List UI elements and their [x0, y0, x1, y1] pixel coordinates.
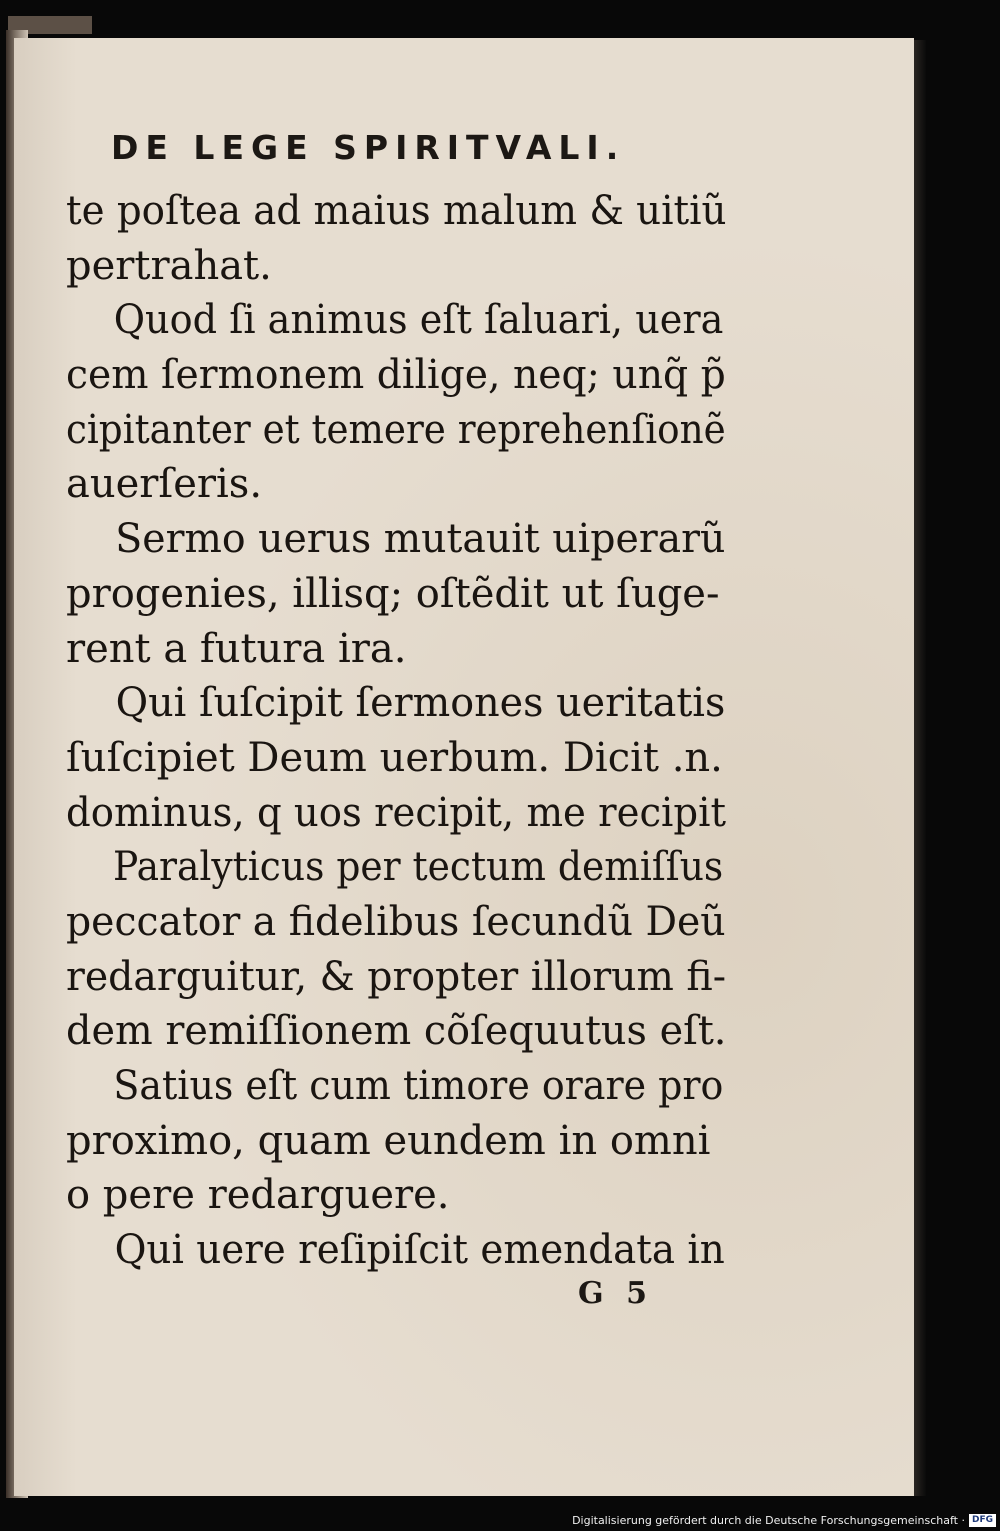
text-line: dem remiſſionem cõſequutus eſt.	[66, 1008, 727, 1055]
text-line: te poſtea ad maius malum & uitiũ	[66, 188, 727, 234]
text-line: rent a futura ira.	[66, 625, 407, 672]
signature-mark: G 5	[578, 1276, 653, 1311]
text-line: Quod ſi animus eſt ſaluari, uera	[113, 297, 724, 344]
text-line: peccator a fidelibus ſecundũ Deũ	[66, 898, 726, 945]
text-line: o pere redarguere.	[66, 1172, 450, 1219]
page-edge-shadow	[914, 40, 926, 1496]
text-line: cipitanter et temere reprehenſionẽ	[66, 406, 726, 453]
text-line: redarguitur, & propter illorum fi-	[66, 953, 727, 1000]
text-line: dominus, q uos recipit, me recipit	[66, 789, 726, 836]
text-line: cem ſermonem dilige, neq; unq̃ p̃	[66, 352, 726, 399]
text-line: progenies, illisq; oſtẽdit ut ſuge-	[66, 570, 720, 617]
text-line: ſuſcipiet Deum uerbum. Dicit .n.	[66, 734, 723, 781]
text-line: Satius eſt cum timore orare pro	[113, 1063, 724, 1109]
text-line: Sermo uerus mutauit uiperarũ	[115, 516, 726, 563]
text-line: Paralyticus per tectum demiſſus	[112, 844, 724, 891]
credit-text: Digitalisierung gefördert durch die Deutsche Forschungsgemeinschaft ·	[572, 1513, 965, 1527]
text-line: Qui uere reſipiſcit emendata in	[114, 1227, 725, 1274]
running-head: DE LEGE SPIRITVALI.	[111, 128, 626, 167]
dfg-logo: DFG	[969, 1514, 996, 1527]
text-line: auerſeris.	[66, 461, 263, 508]
text-line: Qui ſuſcipit ſermones ueritatis	[115, 680, 726, 727]
text-line: proximo, quam eundem in omni	[66, 1117, 711, 1164]
text-line: pertrahat.	[66, 242, 272, 289]
digitization-credit	[572, 1512, 996, 1528]
body-text	[66, 184, 726, 1278]
